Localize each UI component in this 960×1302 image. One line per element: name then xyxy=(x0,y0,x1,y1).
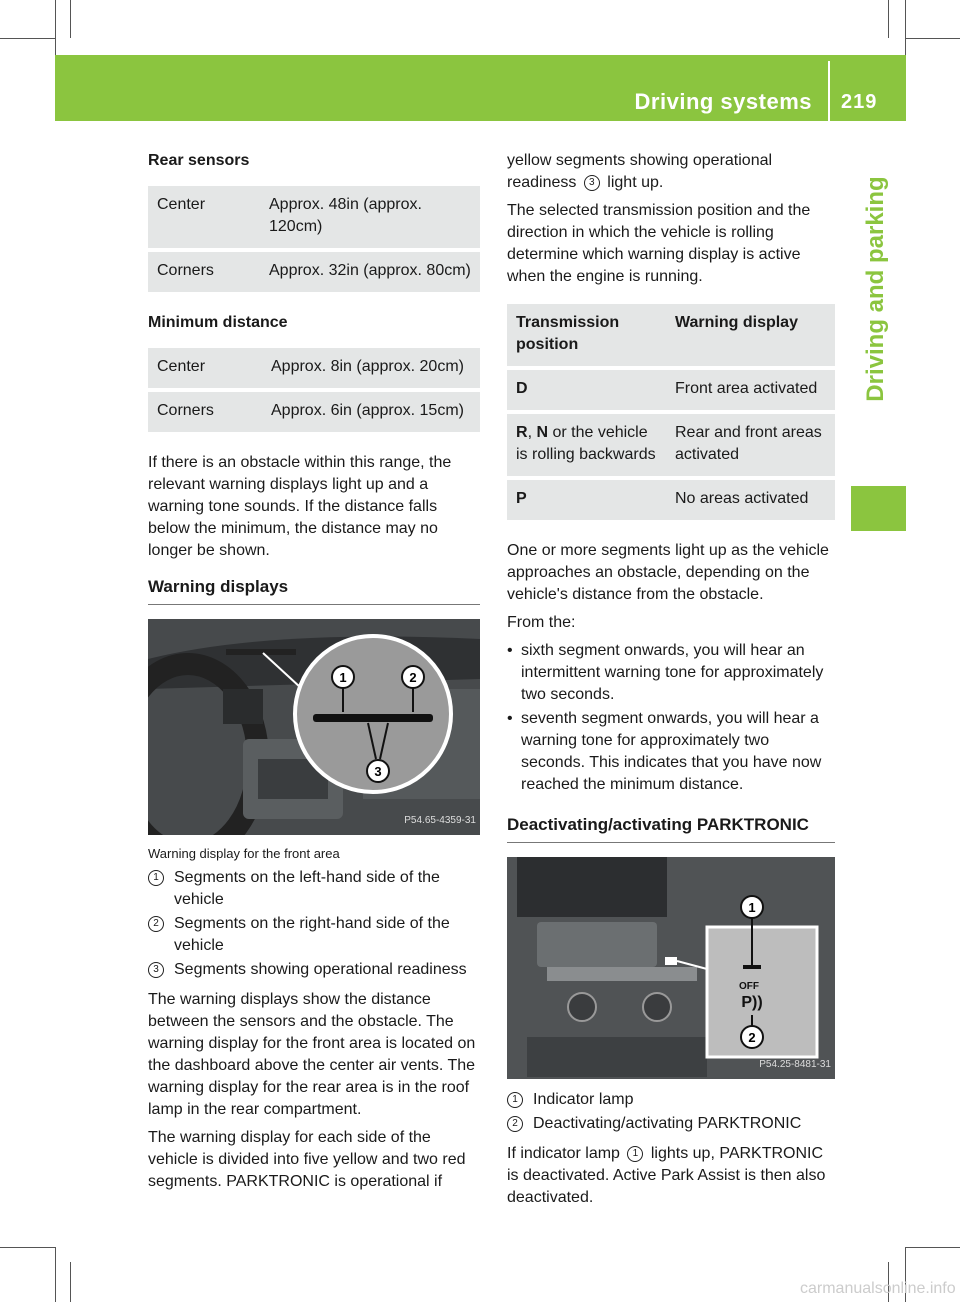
legend-number: 3 xyxy=(148,959,174,981)
crop-mark xyxy=(0,38,55,39)
page-number: 219 xyxy=(841,91,878,113)
svg-text:P)): P)) xyxy=(741,994,763,1011)
indicator-paragraph xyxy=(507,1143,835,1209)
obstacle-paragraph: If there is an obstacle within this range, the relevant warning displays light up and a warning tone sounds. If the distance falls below the minimum, the distance may no longer be shown. xyxy=(148,454,452,559)
table-cell: Corners xyxy=(148,252,260,292)
crop-mark xyxy=(70,0,71,38)
legend-number: 1 xyxy=(148,867,174,911)
legend-item xyxy=(148,867,480,911)
crop-mark xyxy=(0,1247,55,1248)
ref-number: 3 xyxy=(584,175,600,191)
svg-text:1: 1 xyxy=(748,900,756,915)
legend-number: 2 xyxy=(507,1113,533,1135)
table-row xyxy=(148,392,480,432)
photo-code: P54.25-8481-31 xyxy=(759,1059,831,1070)
parktronic-button-label: OFF xyxy=(739,981,759,992)
table-header: Transmission position xyxy=(507,304,666,366)
table-row xyxy=(148,252,480,292)
legend-number: 1 xyxy=(507,1089,533,1111)
table-cell: Approx. 6in (approx. 15cm) xyxy=(262,392,480,432)
dashboard-illustration xyxy=(148,619,480,835)
from-the-label: From the: xyxy=(507,614,576,631)
dashboard-photo xyxy=(148,619,480,835)
legend-item xyxy=(148,959,480,981)
warning-displays-title: Warning displays xyxy=(148,576,480,605)
table-cell: Approx. 8in (approx. 20cm) xyxy=(262,348,480,388)
crop-mark xyxy=(70,1262,71,1302)
table-cell: Front area activated xyxy=(666,370,835,410)
legend-number: 2 xyxy=(148,913,174,957)
table-cell: D xyxy=(507,370,666,410)
table-cell: Rear and front areas activated xyxy=(666,414,835,476)
table-header: Warning display xyxy=(666,304,835,366)
ref-number: 1 xyxy=(627,1146,643,1162)
selected-position-paragraph: The selected transmission position and the direction in which the vehicle is rolling determine which warning display is active when the engine is running. xyxy=(507,202,811,285)
legend-text: Indicator lamp xyxy=(533,1091,634,1108)
continuation-text: light up. xyxy=(607,174,664,191)
table-cell: Center xyxy=(148,348,262,388)
indicator-text: If indicator lamp xyxy=(507,1145,620,1162)
side-tab-label: Driving and parking xyxy=(862,176,889,402)
legend-item xyxy=(148,913,480,957)
page-header xyxy=(55,55,906,121)
rear-sensors-heading: Rear sensors xyxy=(148,152,250,169)
console-photo xyxy=(507,857,835,1079)
segments-paragraph: The warning display for each side of the vehicle is divided into five yellow and two red segments. PARKTRONIC is operational if xyxy=(148,1129,466,1190)
crop-mark xyxy=(905,0,906,55)
svg-text:3: 3 xyxy=(374,764,382,779)
bullet-list xyxy=(507,640,835,796)
table-header-row xyxy=(507,304,835,366)
table-cell: P xyxy=(507,480,666,520)
segments-light-paragraph: One or more segments light up as the vehicle approaches an obstacle, depending on the vehicle's distance from the obstacle. xyxy=(507,542,829,603)
crop-mark xyxy=(55,1247,56,1302)
table-row xyxy=(148,348,480,388)
table-row xyxy=(507,370,835,410)
side-tab xyxy=(851,121,906,481)
svg-text:2: 2 xyxy=(409,670,417,685)
warning-displays-paragraph: The warning displays show the distance between the sensors and the obstacle. The warning display for the front area is located on the dashboard above the center air vents. The warning display for the rear area is in the roof lamp in the rear compartment. xyxy=(148,991,476,1118)
legend-text: Segments on the left-hand side of the vehicle xyxy=(174,869,440,908)
left-column xyxy=(148,150,480,1199)
table-cell: Center xyxy=(148,186,260,248)
footer-watermark: carmanualsonline.info xyxy=(800,1280,956,1297)
list-item: • sixth segment onwards, you will hear an intermittent warning tone for approximately two seconds. xyxy=(507,640,835,706)
table-row xyxy=(507,414,835,476)
legend-text: Deactivating/activating PARKTRONIC xyxy=(533,1115,802,1132)
photo-caption: Warning display for the front area xyxy=(148,846,340,861)
legend-item xyxy=(507,1089,835,1111)
minimum-distance-table xyxy=(148,344,480,436)
crop-mark xyxy=(55,0,56,55)
table-row xyxy=(148,186,480,248)
continuation-text: yellow segments showing operational readiness xyxy=(507,152,773,191)
svg-text:2: 2 xyxy=(748,1030,756,1045)
legend-item xyxy=(507,1113,835,1135)
right-column xyxy=(507,150,835,1215)
legend-text: Segments on the right-hand side of the vehicle xyxy=(174,915,450,954)
continuation-paragraph xyxy=(507,150,835,194)
table-cell: Approx. 48in (approx. 120cm) xyxy=(260,186,480,248)
parktronic-title: Deactivating/activating PARKTRONIC xyxy=(507,814,835,843)
header-divider xyxy=(828,61,830,121)
crop-mark xyxy=(906,1247,960,1248)
list-item: • seventh segment onwards, you will hear a warning tone for approximately two seconds. This indicates that you have now reached the minimum distance. xyxy=(507,708,835,796)
header-title: Driving systems xyxy=(634,89,812,114)
indicator-text: lights up, PARKTRONIC is deactivated. Active Park Assist is then also deactivated. xyxy=(507,1145,826,1206)
transmission-table xyxy=(507,300,835,524)
crop-mark xyxy=(888,0,889,38)
table-cell: Approx. 32in (approx. 80cm) xyxy=(260,252,480,292)
table-cell: R, N or the vehicle is rolling backwards xyxy=(507,414,666,476)
legend-text: Segments showing operational readiness xyxy=(174,961,467,978)
svg-text:1: 1 xyxy=(339,670,347,685)
table-cell: Corners xyxy=(148,392,262,432)
table-cell: No areas activated xyxy=(666,480,835,520)
table-row xyxy=(507,480,835,520)
rear-sensors-table xyxy=(148,182,480,296)
minimum-distance-heading: Minimum distance xyxy=(148,314,288,331)
console-illustration xyxy=(507,857,835,1079)
crop-mark xyxy=(906,38,960,39)
photo-code: P54.65-4359-31 xyxy=(404,815,476,826)
side-tab-block xyxy=(851,486,906,531)
